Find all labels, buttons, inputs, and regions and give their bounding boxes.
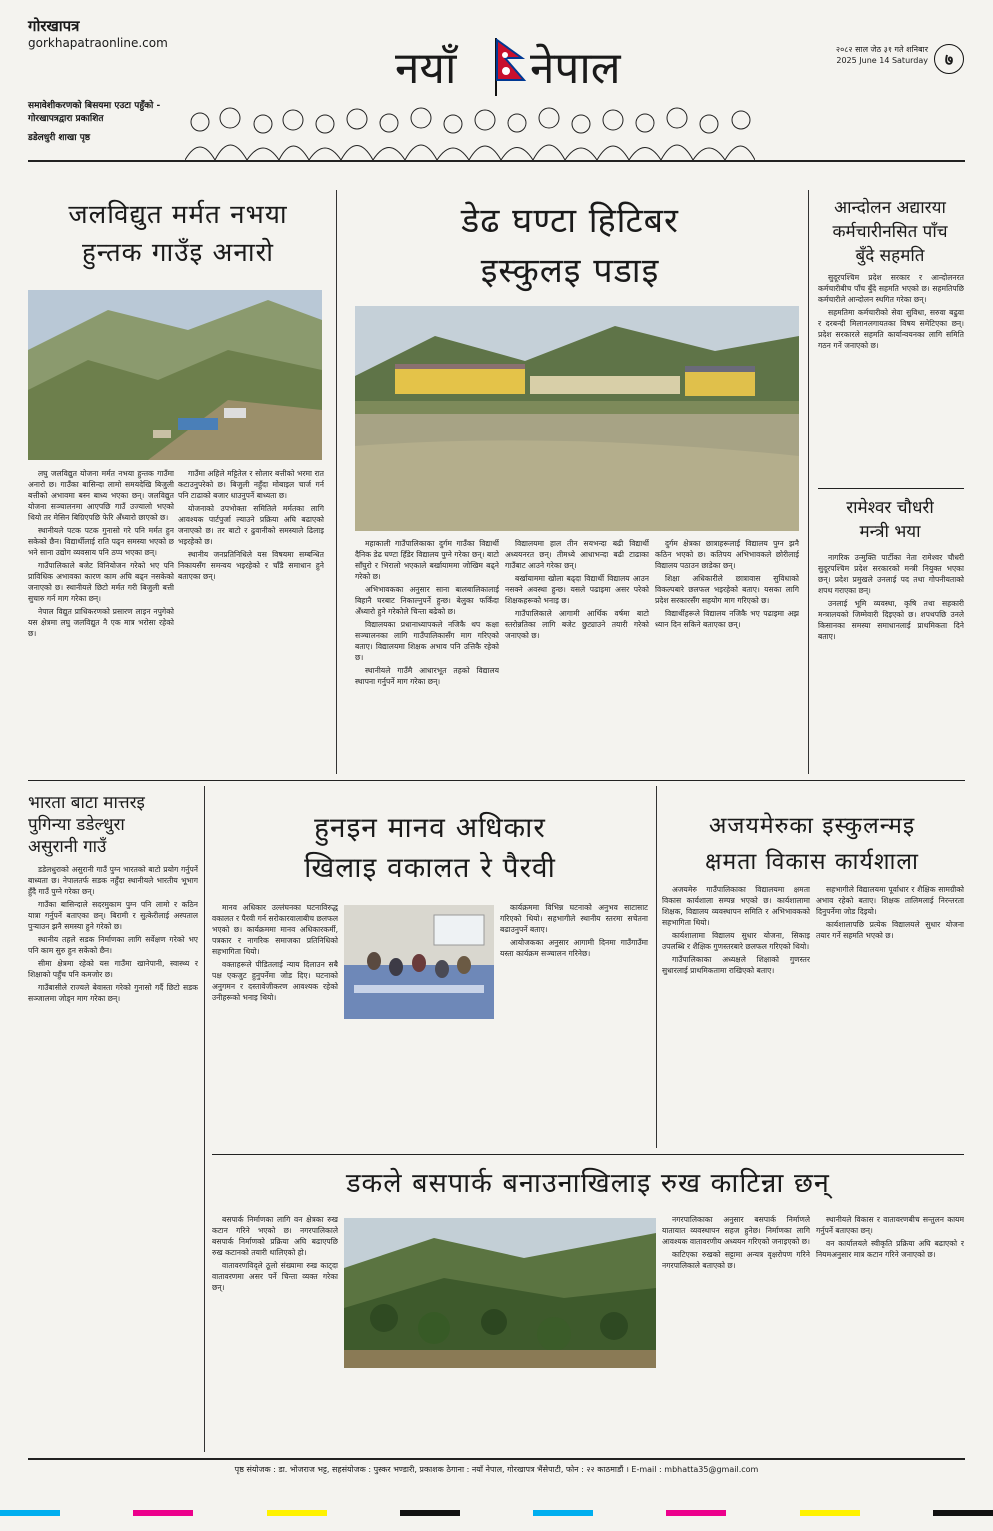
footer-credits: पृष्ठ संयोजक : डा. भोजराज भट्ट, सहसंयोजक : पुस्कर भण्डारी, प्रकाशक ठेगाना : नयाँ नेपाल, गोरखापत्र भैंसेपाटी, फोन : २२ काठमाडौं । E-mail : mbhatta35@gmail.com [234, 1465, 759, 1474]
paragraph: गाउँपालिकाका अध्यक्षले शिक्षाको गुणस्तर सुधारलाई प्राथमिकतामा राखिएको बताए। [662, 955, 810, 975]
school-photo [355, 306, 799, 531]
paragraph: बर्खायाममा खोला बढ्दा विद्यार्थी विद्यालय आउन नसक्ने अवस्था हुन्छ। यसले पढाइमा असर परेको शिक्षकहरूको भनाइ छ। [505, 574, 649, 605]
paragraph: वक्ताहरूले पीडितलाई न्याय दिलाउन सबै पक्ष एकजुट हुनुपर्नेमा जोड दिए। घटनाको अनुगमन र दस्तावेजीकरण आवश्यक रहेको उनीहरूको भनाइ थियो। [212, 960, 338, 1002]
buspark-body-col3 [662, 1214, 810, 1450]
cyan-swatch [533, 1510, 593, 1516]
paragraph: काटिएका रुखको सट्टामा अन्यत्र वृक्षरोपण गरिने नगरपालिकाले बताएको छ। [662, 1250, 810, 1270]
paragraph: गाउँका बासिन्दाले सदरमुकाम पुग्न पनि लामो र कठिन यात्रा गर्नुपर्ने बताएका छन्। बिरामी र सुत्केरीलाई अस्पताल पुर्‍याउन झनै समस्या हुने गरेको छ। [28, 900, 198, 931]
paragraph: नेपाल विद्युत प्राधिकरणको प्रसारण लाइन नपुगेको यस क्षेत्रमा लघु जलविद्युत नै एक मात्र भरोसा रहेको छ। [28, 607, 174, 638]
date-english: 2025 June 14 Saturday [836, 56, 928, 65]
workshop-headline [662, 808, 962, 880]
paragraph: वन कार्यालयले स्वीकृति प्रक्रिया अघि बढाएको र नियमअनुसार मात्र कटान गरिने जनाएको छ। [816, 1239, 964, 1259]
water-headline [28, 792, 228, 858]
minister-headline-line1: रामेश्वर चौधरी [846, 498, 934, 518]
rights-photo [344, 905, 494, 1019]
rights-body-col1 [212, 902, 338, 1146]
paragraph: गाउँपालिकाले आगामी आर्थिक वर्षमा बाटो स्तरोन्नतिका लागि बजेट छुट्याउने तयारी गरेको जनाएको छ। [505, 609, 649, 640]
school-building-image [355, 306, 799, 531]
branch-label: डडेलधुरी शाखा पृष्ठ [28, 133, 91, 143]
paragraph: अभिभावकका अनुसार साना बालबालिकालाई बिहानै घरबाट निकाल्नुपर्ने हुन्छ। बेलुका फर्किंदा अँध्यारो हुने गरेकोले चिन्ता बढेको छ। [355, 585, 499, 616]
magenta-swatch [666, 1510, 726, 1516]
rights-headline [210, 808, 650, 888]
paragraph: वातावरणविद्ले ठूलो संख्यामा रुख काट्दा वातावरणमा असर पर्ने चिन्ता व्यक्त गरेका छन्। [212, 1261, 338, 1292]
hydro-photo [28, 290, 322, 460]
water-body [28, 864, 198, 1452]
crowd-illustration [185, 100, 755, 160]
water-headline-line3: असुरानी गाउँ [28, 837, 107, 857]
yellow-swatch [267, 1510, 327, 1516]
meeting-hall-image [344, 905, 494, 1019]
buspark-body-col1 [212, 1214, 338, 1450]
paragraph: कार्यशालामा विद्यालय सुधार योजना, सिकाइ उपलब्धि र शैक्षिक गुणस्तरबारे छलफल गरिएको थियो। [662, 931, 810, 951]
paragraph: डडेलधुराको असुरानी गाउँ पुग्न भारतको बाटो प्रयोग गर्नुपर्ने बाध्यता छ। नेपालतर्फ सडक नहुँदा स्थानीयले भारतीय भूभाग हुँदै गाउँ पुग्ने गरेका छन्। [28, 865, 198, 896]
school-body-col3 [655, 538, 799, 770]
protest-headline-line1: आन्दोलन अद्यारया [834, 198, 946, 218]
paper-name: गोरखापत्र [28, 17, 80, 35]
cyan-swatch [0, 1510, 60, 1516]
rights-headline-line2: खिलाइ वकालत रे पैरवी [304, 851, 556, 884]
hydro-body-col1 [28, 468, 174, 768]
paragraph: स्थानीय तहले सडक निर्माणका लागि सर्वेक्षण गरेको भए पनि काम सुरु हुन सकेको छैन। [28, 935, 198, 955]
paragraph: कार्यशालापछि प्रत्येक विद्यालयले सुधार योजना तयार गर्ने सहमति भएको छ। [816, 920, 964, 940]
minister-body [818, 552, 964, 768]
column-rule [656, 786, 657, 1148]
masthead-title-right: नेपाल [530, 43, 621, 94]
buspark-photo [344, 1218, 656, 1368]
hydro-headline-line1: जलविद्युत मर्मत नभया [68, 200, 288, 230]
section-rule [212, 1154, 964, 1155]
paragraph: गाउँबासीले राज्यले बेवास्ता गरेको गुनासो गर्दै छिटो सडक सञ्जालमा जोड्न माग गरेका छन्। [28, 983, 198, 1003]
hydro-headline [28, 196, 328, 272]
school-body-col1 [355, 538, 499, 770]
paragraph: बसपार्क निर्माणका लागि वन क्षेत्रका रुख कटान गरिने भएको छ। नगरपालिकाले बसपार्क निर्माणको प्रक्रिया अघि बढाएपछि रुख कटानको तयारी थालिएको हो। [212, 1215, 338, 1257]
hillside-village-image [28, 290, 322, 460]
school-body-col2 [505, 538, 649, 770]
website[interactable]: gorkhapatraonline.com [28, 36, 168, 50]
magenta-swatch [133, 1510, 193, 1516]
water-headline-line2: पुगिन्या डडेल्धुरा [28, 815, 125, 835]
minister-headline [815, 496, 965, 544]
paragraph: स्थानीयले विकास र वातावरणबीच सन्तुलन कायम गर्नुपर्ने बताएका छन्। [816, 1215, 964, 1235]
registration-strip [0, 1510, 993, 1516]
black-swatch [400, 1510, 460, 1516]
protest-headline-line3: बुँदे सहमति [855, 246, 925, 266]
paragraph: अजयमेरु गाउँपालिकाका विद्यालयमा क्षमता विकास कार्यशाला सम्पन्न भएको छ। कार्यशालामा शिक्षक, विद्यालय व्यवस्थापन समिति र अभिभावकको सहभागिता थियो। [662, 885, 810, 927]
paragraph: स्थानीयले गाउँमै आधारभूत तहको विद्यालय स्थापना गर्नुपर्ने माग गरेका छन्। [355, 666, 499, 686]
school-headline [345, 196, 795, 296]
hydro-headline-line2: हुन्तक गाउँइ अनारो [82, 238, 274, 268]
workshop-headline-line2: क्षमता विकास कार्यशाला [705, 849, 919, 875]
forest-hill-image [344, 1218, 656, 1368]
paragraph: योजनाको उपभोक्ता समितिले मर्मतका लागि आवश्यक पार्टपुर्जा ल्याउने प्रक्रिया अघि बढाएको जनाएको छ। तर बाटो र ढुवानीको समस्याले ढिलाइ भइरहेको छ। [178, 504, 324, 546]
column-rule [336, 190, 337, 774]
school-headline-line2: इस्कुलइ पडाइ [480, 251, 660, 291]
workshop-body-col1 [662, 884, 810, 1146]
water-headline-line1: भारता बाटा मात्तरइ [28, 793, 145, 813]
paragraph: विद्यार्थीहरूले विद्यालय नजिकै भए पढाइमा अझ ध्यान दिन सकिने बताएका छन्। [655, 609, 799, 629]
rights-body-col3 [500, 902, 648, 1146]
section-rule [818, 488, 964, 489]
hydro-body-col2 [178, 468, 324, 768]
masthead-rule [28, 160, 965, 162]
paragraph: स्थानीयले पटक पटक गुनासो गरे पनि मर्मत हुन सकेको छैन। विद्यार्थीलाई राति पढ्न समस्या भएको छ भने साना उद्योग व्यवसाय पनि ठप्प भएका छन्। [28, 526, 174, 557]
paragraph: गाउँमा अहिले मट्टितेल र सोलार बत्तीको भरमा रात कटाउनुपरेको छ। बिजुली नहुँदा मोबाइल चार्ज गर्न पनि टाढाको बजार धाउनुपर्ने बाध्यता छ। [178, 469, 324, 500]
paragraph: गाउँपालिकाले बजेट विनियोजन गरेको भए पनि प्राविधिक अभावका कारण काम अघि बढ्न नसकेको जनाएको छ। स्थानीयले छिटो मर्मत गरी बिजुली बत्ती सुचारु गर्न माग गरेका छन्। [28, 561, 174, 603]
black-swatch [933, 1510, 993, 1516]
yellow-swatch [800, 1510, 860, 1516]
masthead-date [790, 44, 928, 66]
school-headline-line1: डेढ घण्टा हिटिबर [461, 201, 679, 241]
date-nepali: २०८२ साल जेठ ३१ गते शनिबार [835, 45, 928, 54]
paragraph: सुदूरपश्चिम प्रदेश सरकार र आन्दोलनरत कर्मचारीबीच पाँच बुँदे सहमति भएको छ। सहमतिपछि कर्मचारीले आन्दोलन स्थगित गरेका छन्। [818, 273, 964, 304]
column-rule [808, 190, 809, 774]
masthead-title-left: नयाँ [395, 43, 457, 94]
workshop-headline-line1: अजयमेरुका इस्कुलन्मइ [708, 813, 916, 839]
paragraph: आयोजकका अनुसार आगामी दिनमा गाउँगाउँमा यस्ता कार्यक्रम सञ्चालन गरिनेछ। [500, 938, 648, 958]
minister-headline-line2: मन्त्री भया [859, 522, 921, 542]
masthead-left [28, 16, 198, 50]
section-rule [28, 780, 965, 781]
paragraph: नागरिक उन्मुक्ति पार्टीका नेता रामेश्वर चौधरी सुदूरपश्चिम प्रदेश सरकारको मन्त्री नियुक्त भएका छन्। प्रदेश प्रमुखले उनलाई पद तथा गोपनीयताको शपथ गराएका छन्। [818, 553, 964, 595]
paragraph: लघु जलविद्युत योजना मर्मत नभया हुन्तक गाउँमा अनारो छ। गाउँका बासिन्दा लामो समयदेखि बिजुली बत्तीको अभावमा बस्न बाध्य भएका छन्। जलविद्युत योजना सञ्चालनमा आएपछि गाउँ उज्यालो भएको थियो तर मेसिन बिग्रिएपछि फेरि अँध्यारो छाएको छ। [28, 469, 174, 522]
buspark-headline: डकले बसपार्क बनाउनाखिलाइ रुख काटिन्ना छन् [346, 1168, 830, 1199]
paragraph: शिक्षा अधिकारीले छात्रावास सुविधाको विकल्पबारे छलफल भइरहेको बताए। यसका लागि प्रदेश सरकारसँग सहयोग माग गरिएको छ। [655, 574, 799, 605]
paragraph: विद्यालयमा हाल तीन सयभन्दा बढी विद्यार्थी अध्ययनरत छन्। तीमध्ये आधाभन्दा बढी टाढाका गाउँबाट आउने गरेका छन्। [505, 539, 649, 570]
buspark-body-col4 [816, 1214, 964, 1450]
paragraph: कार्यक्रममा विभिन्न घटनाको अनुभव साटासाट गरिएको थियो। सहभागीले स्थानीय स्तरमा सचेतना बढाउनुपर्ने बताए। [500, 903, 648, 934]
protest-headline-line2: कर्मचारीनसित पाँच [832, 222, 948, 242]
publisher-note: समावेशीकरणको बिसयमा एउटा पहुँको - गोरखापत्रद्वारा प्रकाशित [28, 101, 161, 124]
paragraph: उनलाई भूमि व्यवस्था, कृषि तथा सहकारी मन्त्रालयको जिम्मेवारी दिइएको छ। शपथपछि उनले किसानका समस्या समाधानलाई प्राथमिकता दिने बताए। [818, 599, 964, 641]
page-number: ७ [934, 44, 964, 74]
paragraph: मानव अधिकार उल्लंघनका घटनाविरुद्ध वकालत र पैरवी गर्न सरोकारवालाबीच छलफल भएको छ। कार्यक्रममा मानव अधिकारकर्मी, पत्रकार र नागरिक समाजका प्रतिनिधिको सहभागिता थियो। [212, 903, 338, 956]
paragraph: महाकाली गाउँपालिकाका दुर्गम गाउँका विद्यार्थी दैनिक डेढ घण्टा हिँडेर विद्यालय पुग्ने गरेका छन्। बाटो साँघुरो र भिरालो भएकाले बर्खायाममा जोखिम बढ्ने गरेको छ। [355, 539, 499, 581]
paragraph: दुर्गम क्षेत्रका छात्राहरूलाई विद्यालय पुग्न झनै कठिन भएको छ। कतिपय अभिभावकले छोरीलाई विद्यालय पठाउन छाडेका छन्। [655, 539, 799, 570]
paragraph: सहभागीले विद्यालयमा पूर्वाधार र शैक्षिक सामग्रीको अभाव रहेको बताए। शिक्षक तालिमलाई निरन्तरता दिनुपर्नेमा जोड दिइयो। [816, 885, 964, 916]
nepal-flag-icon [492, 36, 528, 96]
column-rule [204, 786, 205, 1452]
paragraph: विद्यालयका प्रधानाध्यापकले नजिकै थप कक्षा सञ्चालनका लागि गाउँपालिकासँग माग गरिएको बताए। विद्यालयमा शिक्षक अभाव पनि उत्तिकै रहेको छ। [355, 620, 499, 662]
rights-headline-line1: हुनइन मानव अधिकार [314, 811, 546, 844]
protest-body [818, 272, 964, 482]
paragraph: नगरपालिकाका अनुसार बसपार्क निर्माणले यातायात व्यवस्थापन सहज हुनेछ। निर्माणका लागि आवश्यक वातावरणीय अध्ययन गरिएको जनाइएको छ। [662, 1215, 810, 1246]
protest-headline [815, 196, 965, 268]
paragraph: सीमा क्षेत्रमा रहेको यस गाउँमा खानेपानी, स्वास्थ्य र शिक्षाको पहुँच पनि कमजोर छ। [28, 959, 198, 979]
workshop-body-col2 [816, 884, 964, 1146]
footer-rule [28, 1458, 965, 1460]
paragraph: स्थानीय जनप्रतिनिधिले यस विषयमा सम्बन्धित निकायसँग समन्वय भइरहेको र चाँडै समाधान हुने बताएका छन्। [178, 550, 324, 581]
paragraph: सहमतिमा कर्मचारीको सेवा सुविधा, सरुवा बढुवा र दरबन्दी मिलानलगायतका विषय समेटिएका छन्। प्रदेश सरकारले सहमति कार्यान्वयनका लागि समिति गठन गर्ने जनाएको छ। [818, 308, 964, 350]
